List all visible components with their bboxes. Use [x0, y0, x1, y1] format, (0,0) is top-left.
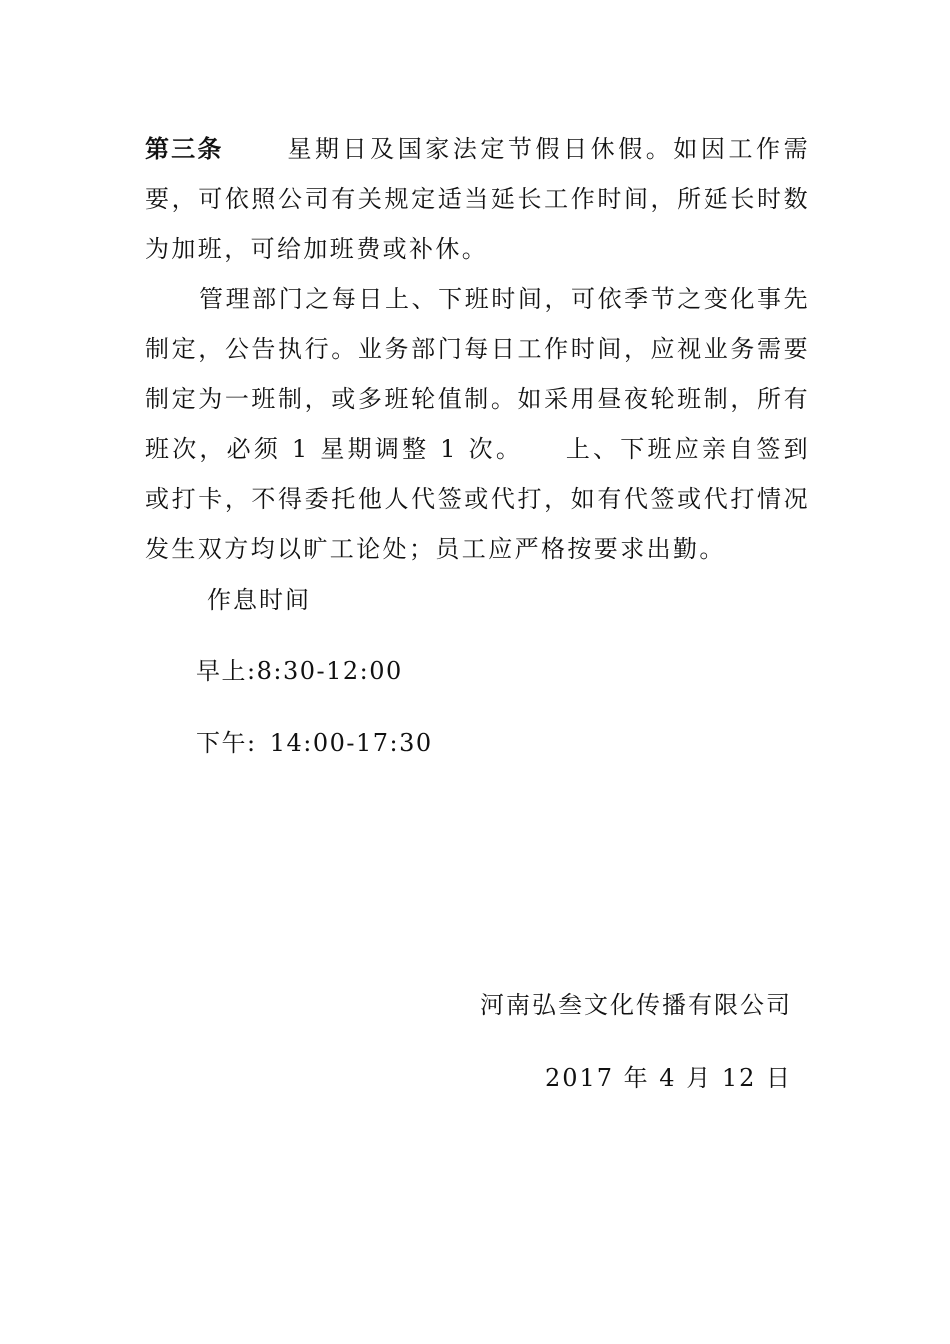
article-number: 第三条	[145, 135, 224, 163]
article-paragraph-2	[145, 274, 810, 574]
article-paragraph-1	[145, 124, 810, 274]
schedule-morning-time: 8:30-12:00	[256, 657, 403, 685]
schedule-morning	[196, 649, 403, 693]
schedule-title: 作息时间	[207, 586, 311, 614]
schedule-morning-label: 早上:	[196, 657, 257, 685]
schedule-afternoon	[196, 721, 433, 765]
article-body	[145, 124, 810, 574]
article-paragraph-2-part-1: 管理部门之每日上、下班时间，可依季节之变化事先制定，公告执行。业务部门每日工作时间，应视业务需要制定为一班制，或多班轮值制。如采用昼夜轮班制，所有班次，必须 1 星期调整 1 次。	[145, 285, 810, 463]
article-paragraph-2-part-2: 上、下班应亲自签到或打卡，不得委托他人代签或代打，如有代签或代打情况发生双方均以旷工论处；员工应严格按要求出勤。	[145, 435, 810, 563]
article-paragraph-1-text: 星期日及国家法定节假日休假。如因工作需要，可依照公司有关规定适当延长工作时间，所延长时数为加班，可给加班费或补休。	[145, 135, 810, 263]
schedule-afternoon-label: 下午:	[196, 729, 257, 757]
signature-company: 河南弘叁文化传播有限公司	[480, 991, 792, 1019]
schedule-afternoon-time: 14:00-17:30	[269, 729, 433, 757]
signature-date: 2017 年 4 月 12 日	[544, 1064, 792, 1092]
